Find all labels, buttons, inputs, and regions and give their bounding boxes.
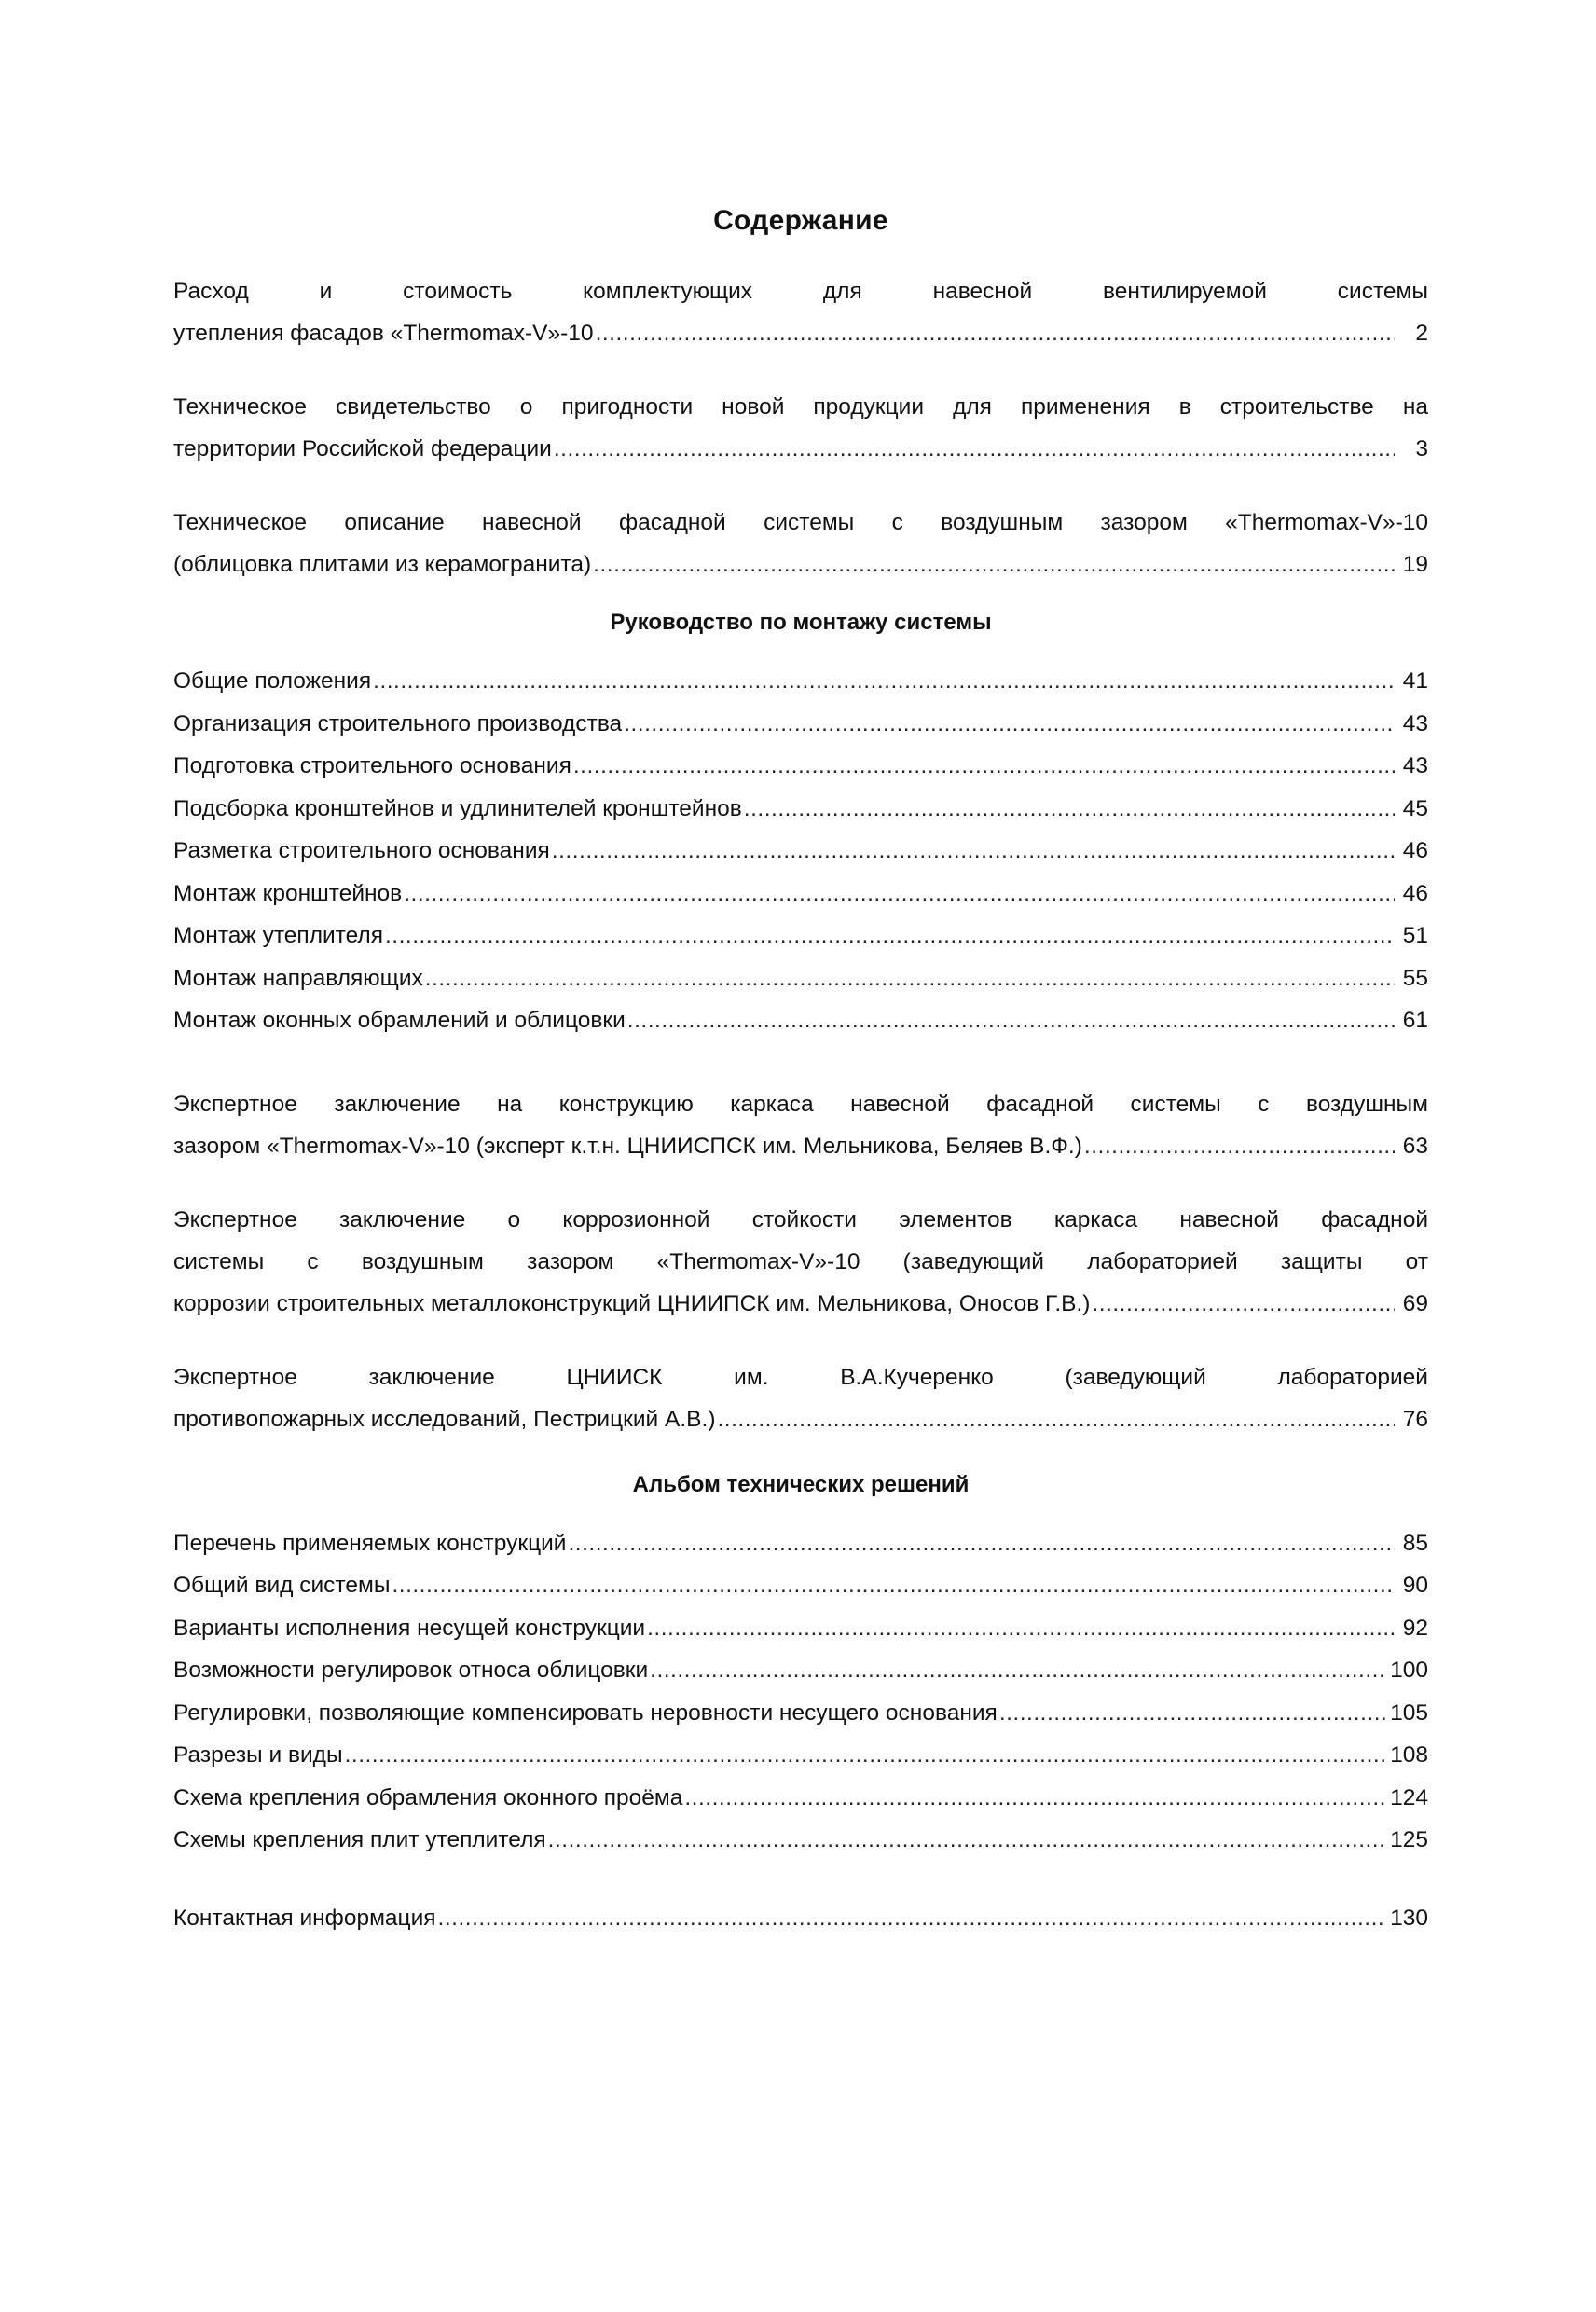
page-number: 69 — [1402, 1290, 1428, 1316]
toc-item[interactable] — [173, 1649, 1428, 1692]
dot-leader — [385, 915, 1395, 957]
page-number: 45 — [1402, 795, 1428, 821]
dot-leader — [624, 703, 1395, 746]
page-number: 124 — [1390, 1784, 1428, 1810]
toc-item[interactable] — [173, 999, 1428, 1042]
toc-item-title: Общий вид системы — [173, 1573, 391, 1598]
page-number: 76 — [1402, 1406, 1428, 1432]
toc-entry-certificate[interactable] — [173, 386, 1428, 470]
page-number: 51 — [1402, 923, 1428, 948]
section-heading-album: Альбом технических решений — [632, 1471, 970, 1497]
page-number: 100 — [1390, 1658, 1428, 1683]
toc-item-title: Монтаж утеплителя — [173, 923, 383, 948]
toc-item-title: Возможности регулировок относа облицовки — [173, 1658, 649, 1683]
toc-item[interactable] — [173, 1564, 1428, 1607]
page-number: 85 — [1402, 1530, 1428, 1556]
dot-leader — [573, 745, 1395, 788]
toc-item-title: Контактная информация — [173, 1905, 436, 1931]
toc-item-title: Разметка строительного основания — [173, 838, 550, 863]
dot-leader — [425, 957, 1395, 1000]
toc-item-title: Монтаж оконных обрамлений и облицовки — [173, 1008, 626, 1033]
toc-entry-expert-fire[interactable] — [173, 1356, 1428, 1440]
toc-entry-consumption[interactable] — [173, 270, 1428, 354]
toc-entry-last-line — [173, 544, 1428, 585]
dot-leader — [404, 873, 1395, 915]
toc-item-title: Организация строительного производства — [173, 710, 623, 736]
toc-item-title: Разрезы и виды — [173, 1742, 343, 1768]
toc-item[interactable] — [173, 1692, 1428, 1735]
toc-entry-title: утепления фасадов «Thermomax-V»-10 — [173, 321, 594, 346]
toc-item[interactable] — [173, 1607, 1428, 1650]
page-number: 63 — [1402, 1133, 1428, 1159]
toc-entry-expert-frame[interactable] — [173, 1083, 1428, 1167]
spacer — [173, 1042, 1428, 1083]
toc-entry-tech-description[interactable] — [173, 502, 1428, 585]
toc-item-contact[interactable] — [173, 1897, 1428, 1939]
intro-section — [173, 270, 1428, 585]
toc-item-title: Подготовка строительного основания — [173, 753, 571, 778]
toc-item-title: Варианты исполнения несущей конструкции — [173, 1615, 646, 1641]
album-list — [173, 1522, 1428, 1862]
page-number: 3 — [1415, 436, 1428, 461]
toc-item-title: Подсборка кронштейнов и удлинителей кронштейнов — [173, 795, 742, 821]
dot-leader — [684, 1777, 1386, 1820]
toc-item[interactable] — [173, 1819, 1428, 1862]
page-title: Содержание — [713, 205, 888, 236]
dot-leader — [554, 428, 1395, 470]
page-number: 43 — [1402, 753, 1428, 778]
dot-leader — [627, 999, 1395, 1042]
toc-item-title: Перечень применяемых конструкций — [173, 1530, 567, 1556]
dot-leader — [548, 1819, 1386, 1862]
page-number: 55 — [1402, 965, 1428, 991]
page-number: 105 — [1390, 1700, 1428, 1726]
dot-leader — [593, 544, 1395, 585]
toc-item[interactable] — [173, 957, 1428, 1000]
toc-entry-line: Техническое свидетельство о пригодности новой продукции для применения в строительстве на — [173, 394, 1428, 420]
toc-entry-line: Техническое описание навесной фасадной системы с воздушным зазором «Thermomax-V»-10 — [173, 510, 1428, 535]
toc-item[interactable] — [173, 873, 1428, 915]
page-number: 46 — [1402, 838, 1428, 863]
dot-leader — [650, 1649, 1386, 1692]
toc-item-title: Общие положения — [173, 668, 372, 694]
toc-item-title: Монтаж кронштейнов — [173, 880, 403, 906]
toc-entry-last-line — [173, 312, 1428, 354]
page-number: 108 — [1390, 1742, 1428, 1768]
toc-entry-title: зазором «Thermomax-V»-10 (эксперт к.т.н. ЦНИИСПСК им. Мельникова, Беляев В.Ф.) — [173, 1133, 1082, 1159]
dot-leader — [373, 660, 1395, 703]
expert-section — [173, 1083, 1428, 1440]
toc-entry-title: коррозии строительных металлоконструкций ЦНИИПСК им. Мельникова, Оносов Г.В.) — [173, 1290, 1091, 1316]
page-number: 90 — [1402, 1573, 1428, 1598]
toc-item-title: Монтаж направляющих — [173, 965, 423, 991]
toc-item-title: Схемы крепления плит утеплителя — [173, 1827, 546, 1852]
dot-leader — [569, 1522, 1396, 1565]
dot-leader — [647, 1607, 1395, 1650]
toc-entry-line: Экспертное заключение о коррозионной стойкости элементов каркаса навесной фасадной — [173, 1206, 1428, 1232]
toc-item-title: Регулировки, позволяющие компенсировать неровности несущего основания — [173, 1700, 998, 1726]
toc-item[interactable] — [173, 915, 1428, 957]
toc-entry-last-line — [173, 428, 1428, 470]
toc-item[interactable] — [173, 660, 1428, 703]
section-heading-montage: Руководство по монтажу системы — [610, 610, 992, 635]
toc-item-title: Схема крепления обрамления оконного проёма — [173, 1784, 683, 1810]
toc-item[interactable] — [173, 1777, 1428, 1820]
toc-entry-title: (облицовка плитами из керамогранита) — [173, 552, 592, 577]
toc-entry-title: противопожарных исследований, Пестрицкий А.В.) — [173, 1406, 716, 1432]
dot-leader — [1092, 1283, 1395, 1325]
page-number: 61 — [1402, 1008, 1428, 1033]
toc-item[interactable] — [173, 788, 1428, 831]
dot-leader — [552, 830, 1395, 873]
page-number: 41 — [1402, 668, 1428, 694]
toc-item[interactable] — [173, 745, 1428, 788]
page-number: 92 — [1402, 1615, 1428, 1641]
toc-entry-line: Экспертное заключение на конструкцию каркаса навесной фасадной системы с воздушным — [173, 1091, 1428, 1117]
dot-leader — [345, 1734, 1387, 1777]
page-number: 19 — [1402, 552, 1428, 577]
toc-item[interactable] — [173, 1522, 1428, 1565]
page-number: 46 — [1402, 880, 1428, 906]
toc-entry-line: Экспертное заключение ЦНИИСК им. В.А.Кучеренко (заведующий лабораторией — [173, 1364, 1428, 1390]
dot-leader — [438, 1897, 1387, 1939]
page-number: 125 — [1390, 1827, 1428, 1852]
dot-leader — [744, 788, 1395, 831]
page-number: 130 — [1390, 1905, 1428, 1931]
dot-leader — [596, 312, 1395, 354]
toc-item[interactable] — [173, 1734, 1428, 1777]
toc-entry-expert-corrosion[interactable] — [173, 1199, 1428, 1325]
dot-leader — [717, 1398, 1395, 1440]
page-number: 43 — [1402, 710, 1428, 736]
toc-entry-last-line — [173, 1283, 1428, 1325]
montage-list — [173, 660, 1428, 1042]
toc-item[interactable] — [173, 703, 1428, 746]
toc-entry-last-line — [173, 1125, 1428, 1167]
dot-leader — [392, 1564, 1395, 1607]
toc-entry-title: территории Российской федерации — [173, 436, 552, 461]
toc-entry-line: системы с воздушным зазором «Thermomax-V»-10 (заведующий лабораторией защиты от — [173, 1248, 1428, 1274]
toc-item[interactable] — [173, 830, 1428, 873]
dot-leader — [999, 1692, 1386, 1735]
dot-leader — [1084, 1125, 1395, 1167]
page-number: 2 — [1415, 321, 1428, 346]
toc-entry-last-line — [173, 1398, 1428, 1440]
toc-entry-line: Расход и стоимость комплектующих для навесной вентилируемой системы — [173, 279, 1428, 304]
